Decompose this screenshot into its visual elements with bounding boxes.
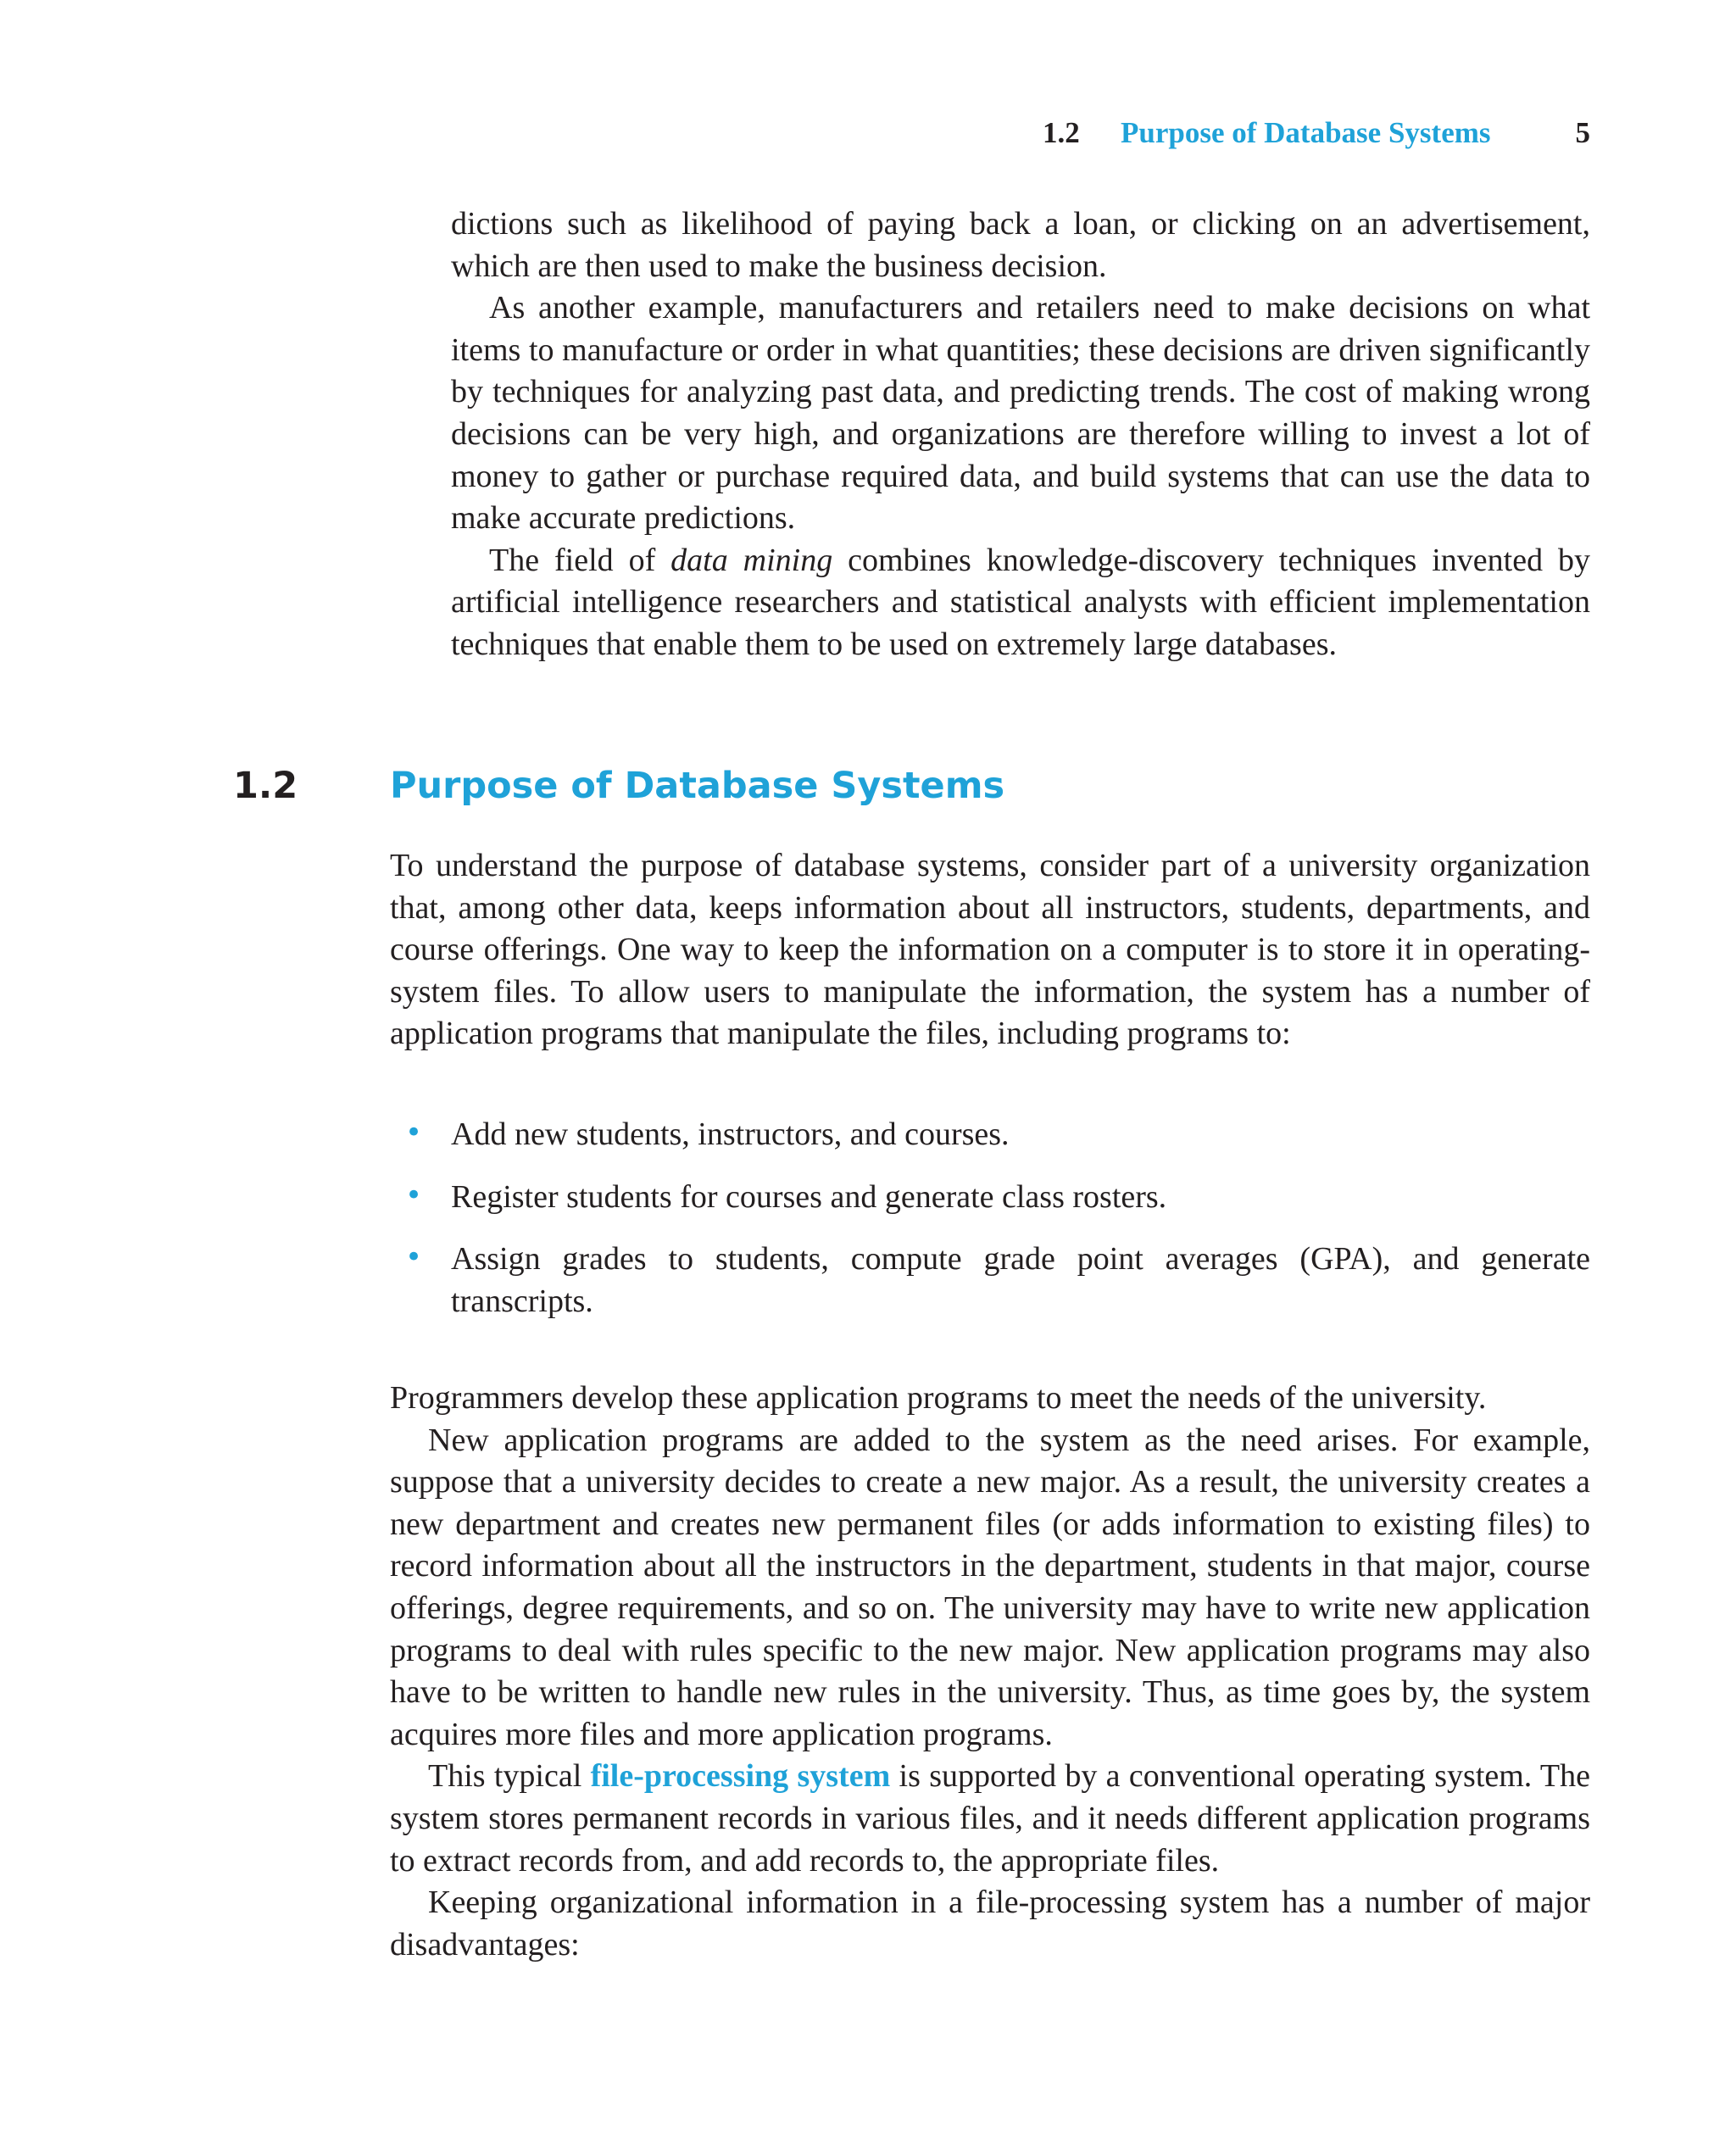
running-head-section-number: 1.2: [1043, 116, 1080, 149]
running-head: [1043, 114, 1590, 153]
list-item-text: Add new students, instructors, and courses.: [451, 1116, 1010, 1152]
list-item: [390, 1239, 1590, 1322]
bullet-icon: •: [405, 1177, 423, 1212]
text-fragment: is supported by a conventional operating system. The system stores permanent records in various files, and it needs different application programs to extract records from, and add records to, the appropriate files.: [390, 1758, 1590, 1879]
section-heading: [233, 760, 1589, 812]
page-number: 5: [1575, 116, 1590, 149]
key-term-file-processing-system: file-processing system: [590, 1758, 891, 1795]
paragraph-file-processing: [390, 1756, 1590, 1882]
bullet-icon: •: [405, 1240, 423, 1275]
paragraph-data-mining: [451, 540, 1590, 666]
section-title: Purpose of Database Systems: [390, 765, 1005, 807]
paragraph-new-applications: New application programs are added to the system as the need arises. For example, suppose that a university decides to create a new major. As a result, the university creates a new department and creates new permanent files (or adds information to existing files) to record information about all the instructors in the department, students in that major, course offerings, degree requirements, and so on. The university may have to write new application programs to deal with rules specific to the new major. New application programs may also have to be written to handle new rules in the university. Thus, as time goes by, the system acquires more files and more application programs.: [390, 1422, 1590, 1752]
running-head-section-title: Purpose of Database Systems: [1121, 116, 1491, 149]
main-text-block: [390, 1378, 1590, 1966]
emphasized-term-data-mining: data mining: [670, 542, 833, 578]
list-item: [390, 1177, 1590, 1219]
paragraph-continued: dictions such as likelihood of paying back a loan, or clicking on an advertisement, which are then used to make the business decision.: [451, 206, 1590, 284]
intro-text-block: [390, 845, 1590, 1055]
bullet-icon: •: [405, 1116, 423, 1150]
list-item: [390, 1114, 1590, 1156]
text-fragment: This typical: [428, 1758, 591, 1795]
text-fragment: The field of: [489, 542, 671, 578]
continued-text-block: [451, 203, 1590, 666]
text-fragment: combines knowledge-discovery techniques invented by artificial intelligence researchers and statistical analysts with efficient implementation techniques that enable them to be used on extremely large databases.: [451, 542, 1591, 662]
section-number: 1.2: [233, 765, 298, 807]
paragraph-programmers: Programmers develop these application programs to meet the needs of the university.: [390, 1380, 1487, 1416]
paragraph-disadvantages: Keeping organizational information in a file-processing system has a number of major disadvantages:: [390, 1885, 1590, 1962]
paragraph-manufacturers: As another example, manufacturers and retailers need to make decisions on what items to manufacture or order in what quantities; these decisions are driven significantly by techniques for analyzing past data, and predicting trends. The cost of making wrong decisions can be very high, and organizations are therefore willing to invest a lot of money to gather or purchase required data, and build systems that can use the data to make accurate predictions.: [451, 290, 1590, 537]
list-item-text: Register students for courses and generate class rosters.: [451, 1178, 1167, 1215]
bullet-list: [390, 1114, 1590, 1343]
list-item-text: Assign grades to students, compute grade point averages (GPA), and generate transcripts.: [451, 1241, 1590, 1319]
paragraph-intro: To understand the purpose of database systems, consider part of a university organization that, among other data, keeps information about all instructors, students, departments, and course offerings. One way to keep the information on a computer is to store it in operating-system files. To allow users to manipulate the information, the system has a number of application programs that manipulate the files, including programs to:: [390, 848, 1590, 1052]
